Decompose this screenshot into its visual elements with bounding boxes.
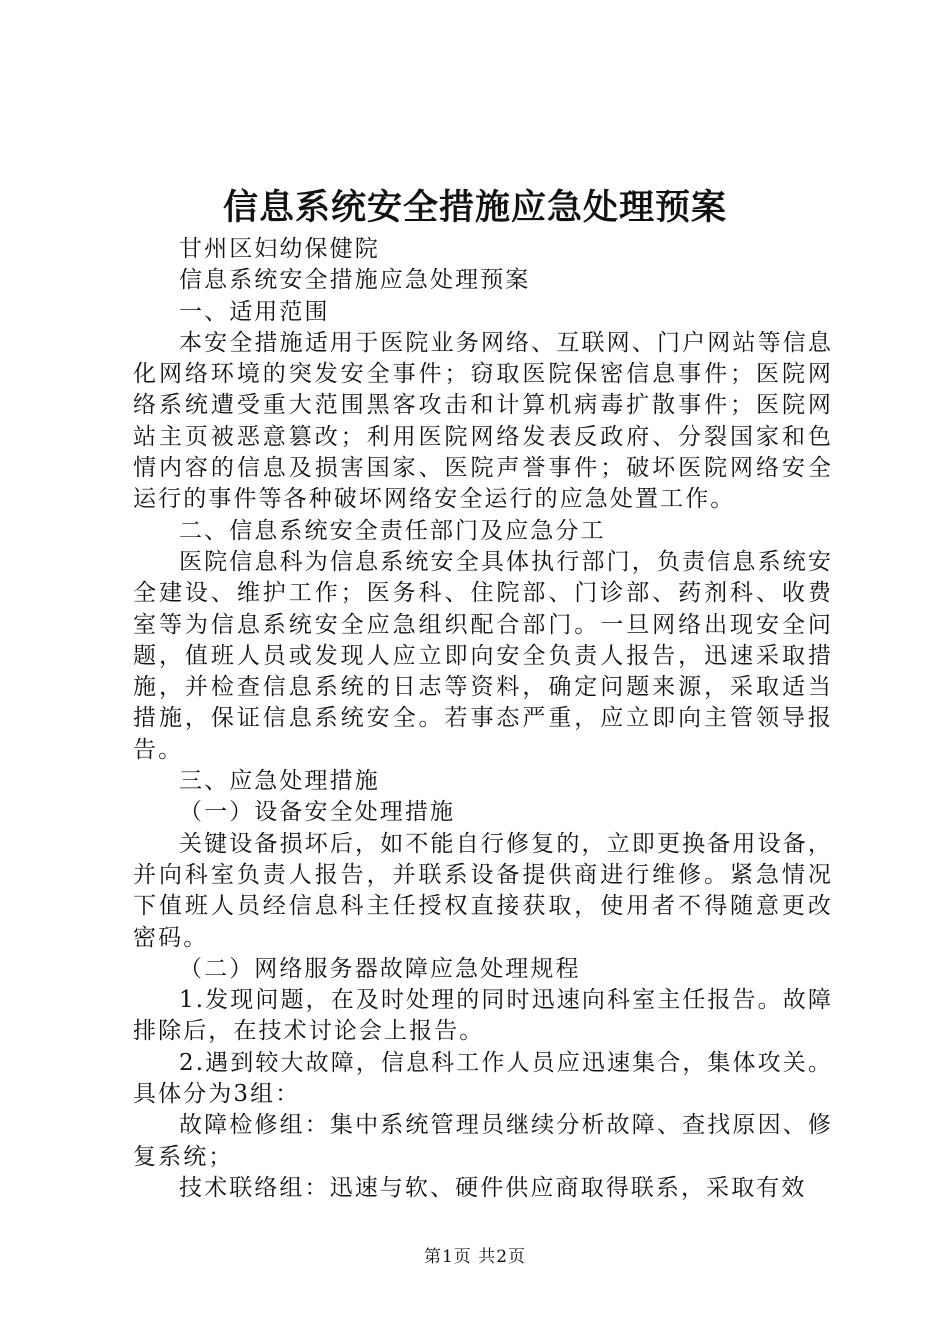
paragraph-organization: 甘州区妇幼保健院 xyxy=(179,236,380,262)
paragraph-scope: 本安全措施适用于医院业务网络、互联网、门户网站等信息化网络环境的突发安全事件；窃取医院保密信息事件；医院网络系统遭受重大范围黑客攻击和计算机病毒扩散事件；医院网站主页被恶意篡改；利用医院网络发表反政府、分裂国家和色情内容的信息及损害国家、医院声誉事件；破坏医院网络安全运行的事件等各种破坏网络安全运行的应急处置工作。 xyxy=(133,329,833,513)
document-body xyxy=(133,234,833,1204)
heading-responsibility: 二、信息系统安全责任部门及应急分工 xyxy=(179,517,606,544)
paragraph-step-2: 2.遇到较大故障，信息科工作人员应迅速集合，集体攻关。具体分为3组： xyxy=(133,1049,833,1108)
heading-measures: 三、应急处理措施 xyxy=(179,768,380,795)
paragraph-subtitle: 信息系统安全措施应急处理预案 xyxy=(179,267,531,294)
page-number: 第1页 共2页 xyxy=(423,1247,527,1267)
subheading-server: （二）网络服务器故障应急处理规程 xyxy=(179,955,581,982)
paragraph-repair-group: 故障检修组：集中系统管理员继续分析故障、查找原因、修复系统； xyxy=(133,1112,833,1170)
heading-scope: 一、适用范围 xyxy=(179,298,330,325)
document-title: 信息系统安全措施应急处理预案 xyxy=(222,187,727,228)
subheading-equipment: （一）设备安全处理措施 xyxy=(179,799,456,826)
paragraph-step-1: 1.发现问题，在及时处理的同时迅速向科室主任报告。故障排除后，在技术讨论会上报告。 xyxy=(133,987,833,1045)
paragraph-liaison-group: 技术联络组：迅速与软、硬件供应商取得联系，采取有效 xyxy=(179,1174,807,1201)
paragraph-equipment: 关键设备损坏后，如不能自行修复的，立即更换备用设备，并向科室负责人报告，并联系设备提供商进行维修。紧急情况下值班人员经信息科主任授权直接获取，使用者不得随意更改密码。 xyxy=(133,830,833,951)
paragraph-responsibility: 医院信息科为信息系统安全具体执行部门，负责信息系统安全建设、维护工作；医务科、住院部、门诊部、药剂科、收费室等为信息系统安全应急组织配合部门。一旦网络出现安全问题，值班人员或发现人应立即向安全负责人报告，迅速采取措施，并检查信息系统的日志等资料，确定问题来源，采取适当措施，保证信息系统安全。若事态严重，应立即向主管领导报告。 xyxy=(133,548,833,763)
